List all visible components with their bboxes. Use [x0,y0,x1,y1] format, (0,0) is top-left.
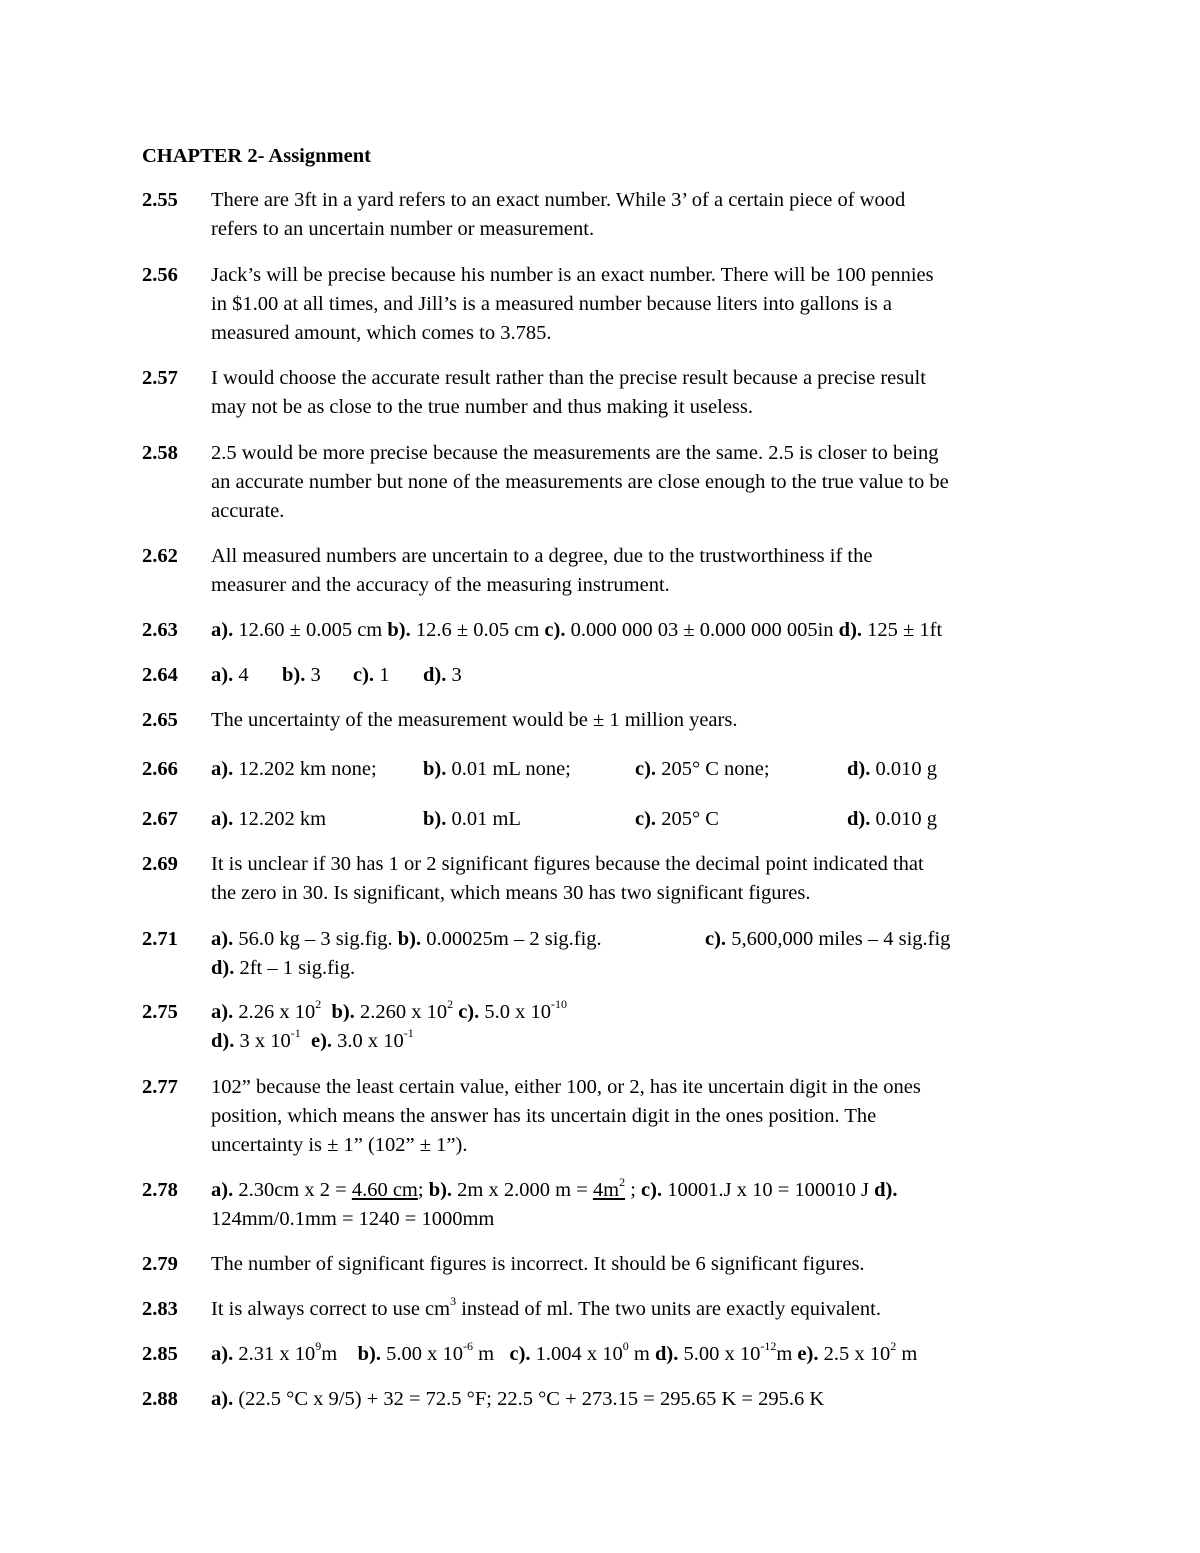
text-line [211,998,1071,1027]
text-line: accurate. [211,500,285,522]
part-value: 2m x 2.000 m = [452,1179,593,1201]
text-line: 2.5 would be more precise because the measurements are the same. 2.5 is closer to being [211,442,939,464]
exponent: 2 [447,997,454,1012]
part-label: a). [211,619,234,641]
text-line: The uncertainty of the measurement would be ± 1 million years. [211,709,738,731]
text-line: There are 3ft in a yard refers to an exact number. While 3’ of a certain piece of wood [211,189,906,211]
part-label: c). [544,619,566,641]
part-value: 0.000 000 03 ± 0.000 000 005in [565,619,839,641]
unit: m [473,1343,495,1365]
problem-number: 2.71 [142,928,178,950]
part-label: d). [838,619,863,641]
part-value: 3 [310,664,321,686]
part-value: 2.5 x 10 [818,1343,891,1365]
answer-text [211,186,1071,244]
problem-number: 2.88 [142,1388,178,1410]
answer-text [211,755,1071,784]
text-line [211,954,1071,983]
part-value: (22.5 °C x 9/5) + 32 = 72.5 °F; 22.5 °C + 273.15 = 295.65 K = 295.6 K [233,1388,825,1410]
part-label: e). [310,1030,333,1052]
part-value: 10001.J x 10 = 100010 J [662,1179,875,1201]
part-label: c). [509,1343,531,1365]
problem-number: 2.57 [142,367,178,389]
exponent: -12 [760,1339,777,1354]
part-value: 125 ± 1ft [862,619,943,641]
text-line: in $1.00 at all times, and Jill’s is a measured number because liters into gallons is a [211,293,892,315]
answer-text [211,925,1071,983]
unit: m [896,1343,918,1365]
part-value: 2.26 x 10 [233,1001,316,1023]
exponent: -10 [551,997,567,1012]
part-value: 3 [451,664,462,686]
text-line [211,1295,1071,1324]
part-value: 2ft – 1 sig.fig. [234,957,356,979]
exponent: -6 [463,1339,474,1354]
answer-text [211,1340,1071,1369]
part-label: a). [211,1179,234,1201]
separator: ; [625,1179,642,1201]
text-line [211,661,1071,690]
exponent: -1 [290,1026,301,1041]
unit: m [321,1343,338,1365]
part-label: b). [387,619,411,641]
unit: m [776,1343,798,1365]
part-value: 1 [379,664,390,686]
part-value: 12.202 km none; [233,758,377,780]
text-line: 124mm/0.1mm = 1240 = 1000mm [211,1208,495,1230]
part-label: a). [211,664,234,686]
answer-text [211,1176,1071,1234]
exponent: 2 [890,1339,897,1354]
part-label: d). [847,808,871,830]
unit: m [628,1343,655,1365]
part-value: 205° C none; [656,758,770,780]
answer-text [211,1385,1071,1414]
answer-text [211,439,1071,526]
part-label: d). [211,1030,235,1052]
text-line [211,1340,1071,1369]
part-label: d). [874,1179,898,1201]
part-value: 2.260 x 10 [354,1001,448,1023]
answer-text [211,850,1071,908]
part-label: c). [641,1179,663,1201]
answer-text [211,364,1071,422]
text-line: the zero in 30. Is significant, which means 30 has two significant figures. [211,882,811,904]
part-label: c). [458,1001,480,1023]
text-segment: instead of ml. The two units are exactly equivalent. [456,1298,881,1320]
part-value: 0.010 g [870,758,937,780]
answer-text [211,805,1071,834]
part-label: a). [211,1388,234,1410]
text-line [211,1176,1071,1205]
part-value: 2.31 x 10 [233,1343,316,1365]
answer-text [211,616,1071,645]
part-value: 4 [238,664,249,686]
part-value: 5,600,000 miles – 4 sig.fig [726,928,951,950]
answer-text [211,1295,1071,1324]
exponent: 9 [315,1339,322,1354]
text-line: refers to an uncertain number or measurement. [211,218,595,240]
part-label: a). [211,1001,234,1023]
part-label: d). [654,1343,679,1365]
problem-number: 2.75 [142,1001,178,1023]
text-line [211,1027,1071,1056]
problem-number: 2.65 [142,709,178,731]
problem-number: 2.58 [142,442,178,464]
page-title: CHAPTER 2- Assignment [142,145,371,167]
part-label: a). [211,758,234,780]
text-line: It is unclear if 30 has 1 or 2 significant figures because the decimal point indicated that [211,853,924,875]
problem-number: 2.85 [142,1343,178,1365]
exponent: 2 [315,997,322,1012]
text-line [211,925,1071,954]
text-line: may not be as close to the true number and thus making it useless. [211,396,753,418]
text-line: All measured numbers are uncertain to a degree, due to the trustworthiness if the [211,545,873,567]
answer-text [211,261,1071,348]
problem-number: 2.62 [142,545,178,567]
problem-number: 2.63 [142,619,178,641]
part-label: e). [797,1343,819,1365]
problem-number: 2.79 [142,1253,178,1275]
part-value: 5.00 x 10 [381,1343,464,1365]
problem-number: 2.83 [142,1298,178,1320]
text-line [211,616,1071,645]
part-value: 205° C [656,808,719,830]
part-value: 56.0 kg – 3 sig.fig. [233,928,398,950]
part-label: b). [423,808,447,830]
answer-text [211,661,1071,690]
part-label: c). [705,928,727,950]
text-segment: It is always correct to use cm [211,1298,451,1320]
exponent: -1 [403,1026,414,1041]
text-line: 102” because the least certain value, either 100, or 2, has ite uncertain digit in the ones [211,1076,921,1098]
part-result: 4.60 cm [351,1179,418,1201]
problem-number: 2.56 [142,264,178,286]
problem-number: 2.78 [142,1179,178,1201]
part-label: c). [635,758,657,780]
part-label: b). [428,1179,453,1201]
part-label: d). [423,664,447,686]
part-value: 1.004 x 10 [530,1343,623,1365]
text-line: position, which means the answer has its uncertain digit in the ones position. The [211,1105,877,1127]
problem-number: 2.69 [142,853,178,875]
part-label: b). [397,928,422,950]
part-label: d). [847,758,871,780]
part-label: a). [211,1343,234,1365]
problem-number: 2.66 [142,758,178,780]
text-line: The number of significant figures is incorrect. It should be 6 significant figures. [211,1253,865,1275]
text-line: an accurate number but none of the measurements are close enough to the true value to be [211,471,949,493]
text-line [211,755,1071,784]
answer-text [211,706,1071,735]
exponent: 3 [450,1294,457,1309]
text-line [211,1385,1071,1414]
text-line [211,805,1071,834]
problem-number: 2.64 [142,664,178,686]
part-value: 5.0 x 10 [479,1001,551,1023]
exponent: 2 [619,1175,626,1190]
part-value: 0.01 mL [446,808,521,830]
part-label: c). [635,808,657,830]
part-label: a). [211,808,234,830]
text-line: measurer and the accuracy of the measuring instrument. [211,574,670,596]
part-value: 12.60 ± 0.005 cm [233,619,388,641]
separator: ; [417,1179,429,1201]
part-value: 3.0 x 10 [332,1030,404,1052]
part-label: a). [211,928,234,950]
part-value: 0.00025m – 2 sig.fig. [421,928,602,950]
part-value: 0.01 mL none; [446,758,571,780]
answer-text [211,542,1071,600]
problem-number: 2.67 [142,808,178,830]
part-label: b). [357,1343,382,1365]
text-line: measured amount, which comes to 3.785. [211,322,552,344]
part-value: 3 x 10 [234,1030,291,1052]
part-value: 2.30cm x 2 = [233,1179,352,1201]
problem-number: 2.55 [142,189,178,211]
part-result: 4m [592,1179,620,1201]
problem-number: 2.77 [142,1076,178,1098]
answer-text [211,1250,1071,1279]
part-label: c). [353,664,375,686]
answer-text [211,998,1071,1056]
part-label: b). [331,1001,355,1023]
part-label: b). [423,758,447,780]
part-value: 0.010 g [870,808,937,830]
answer-text [211,1073,1071,1160]
part-label: b). [282,664,306,686]
text-line: uncertainty is ± 1” (102” ± 1”). [211,1134,468,1156]
part-value: 12.6 ± 0.05 cm [410,619,545,641]
text-line: Jack’s will be precise because his number is an exact number. There will be 100 pennies [211,264,934,286]
part-label: d). [211,957,235,979]
part-value: 5.00 x 10 [678,1343,761,1365]
text-line: I would choose the accurate result rather than the precise result because a precise result [211,367,926,389]
part-value: 12.202 km [233,808,327,830]
exponent: 0 [622,1339,629,1354]
